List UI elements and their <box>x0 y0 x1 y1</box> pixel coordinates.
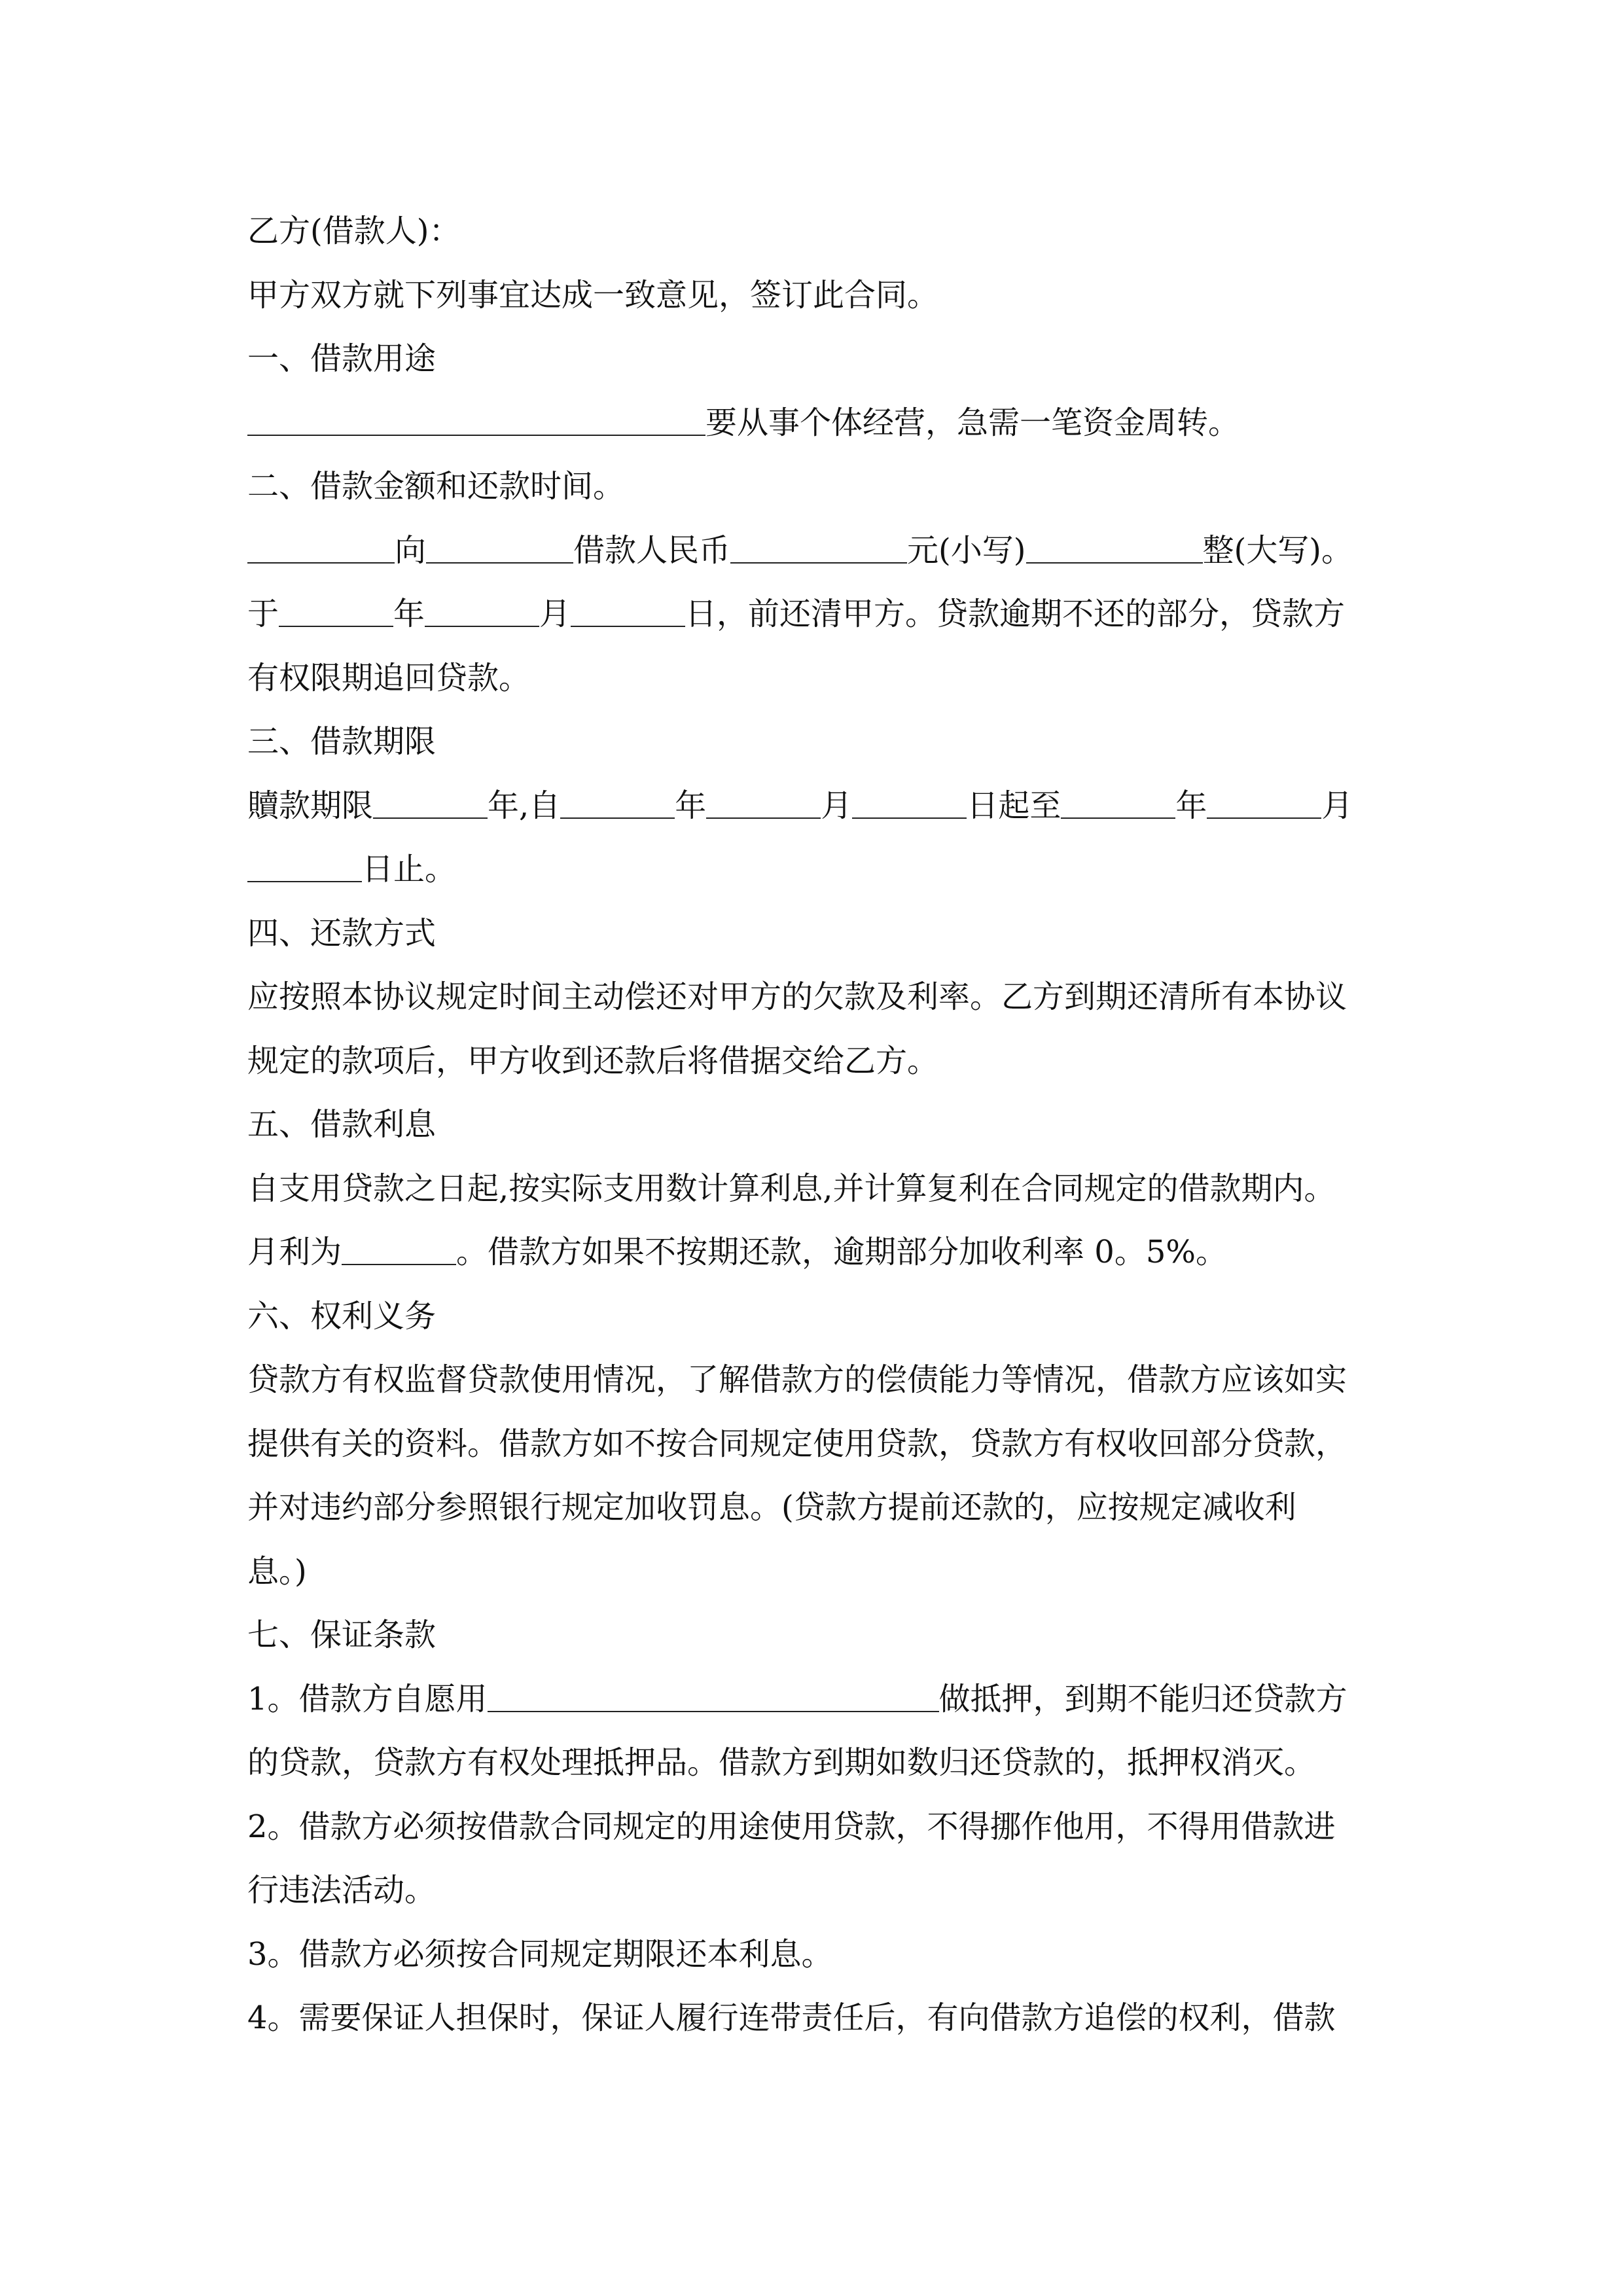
start-month-blank[interactable] <box>706 781 821 819</box>
section-4-title: 四、还款方式 <box>247 914 437 952</box>
section-1-line: 要从事个体经营，急需一笔资金周转。 <box>247 391 1419 456</box>
section-3-title: 三、借款期限 <box>247 723 437 760</box>
section-5-line-1: 自支用贷款之日起,按实际支用数计算利息,并计算复利在合同规定的借款期内。 <box>247 1170 1336 1207</box>
contract-body <box>247 200 1419 2051</box>
lender-blank[interactable] <box>247 526 395 564</box>
section-6-title: 六、权利义务 <box>247 1297 437 1335</box>
end-year-blank[interactable] <box>1061 781 1175 819</box>
section-1-title: 一、借款用途 <box>247 340 437 377</box>
clause-7-3-line: 3。借款方必须按合同规定期限还本利息。 <box>247 1935 833 1973</box>
party-b-line <box>247 200 1419 264</box>
collateral-blank[interactable] <box>488 1674 939 1712</box>
section-2-line-2: 于 年 月 日，前还清甲方。贷款逾期不还的部分，贷款方 <box>247 583 1419 647</box>
section-3-line-2: 日止。 <box>247 838 1419 902</box>
section-6-line-3: 并对违约部分参照银行规定加收罚息。(贷款方提前还款的，应按规定减收利 <box>247 1489 1296 1526</box>
amount-words-blank[interactable] <box>1026 526 1203 564</box>
section-4-line-2: 规定的款项后，甲方收到还款后将借据交给乙方。 <box>247 1042 939 1079</box>
party-b-label: 乙方(借款人)： <box>247 213 461 249</box>
section-2-title: 二、借款金额和还款时间。 <box>247 468 625 505</box>
purpose-blank[interactable] <box>247 398 705 436</box>
amount-figures-blank[interactable] <box>730 526 907 564</box>
intro-text: 甲方双方就下列事宜达成一致意见，签订此合同。 <box>247 276 939 314</box>
term-years-blank[interactable] <box>373 781 488 819</box>
section-6-line-1: 贷款方有权监督贷款使用情况，了解借款方的偿债能力等情况，借款方应该如实 <box>247 1361 1347 1398</box>
clause-7-2-line-1: 2。借款方必须按借款合同规定的用途使用贷款，不得挪作他用，不得用借款进 <box>247 1808 1336 1845</box>
section-7-title: 七、保证条款 <box>247 1617 437 1653</box>
clause-7-2-line-2: 行违法活动。 <box>247 1872 437 1909</box>
repay-month-blank[interactable] <box>425 589 539 627</box>
end-month-blank[interactable] <box>1207 781 1321 819</box>
section-6-line-2: 提供有关的资料。借款方如不按合同规定使用贷款，贷款方有权收回部分贷款， <box>247 1425 1347 1462</box>
start-year-blank[interactable] <box>560 781 675 819</box>
section-2-line-1: 向 借款人民币 元(小写) 整(大写)。 <box>247 519 1419 583</box>
section-5-line-2: 月利为 。借款方如果不按期还款，逾期部分加收利率 0。5%。 <box>247 1221 1419 1285</box>
borrower-blank[interactable] <box>426 526 573 564</box>
clause-7-4-line: 4。需要保证人担保时，保证人履行连带责任后，有向借款方追偿的权利，借款 <box>247 2000 1336 2036</box>
clause-7-1-line-2: 的贷款，贷款方有权处理抵押品。借款方到期如数归还贷款的，抵押权消灭。 <box>247 1744 1316 1781</box>
repay-day-blank[interactable] <box>571 589 685 627</box>
repay-year-blank[interactable] <box>279 589 393 627</box>
end-day-blank[interactable] <box>247 844 362 882</box>
intro-line <box>247 264 1419 328</box>
clause-7-1-line-1: 1。借款方自愿用 做抵押，到期不能归还贷款方 <box>247 1668 1419 1732</box>
section-5-title: 五、借款利息 <box>247 1106 437 1143</box>
section-6-line-4: 息。) <box>247 1552 307 1590</box>
start-day-blank[interactable] <box>852 781 967 819</box>
monthly-rate-blank[interactable] <box>342 1227 456 1265</box>
section-2-line-3: 有权限期追回贷款。 <box>247 659 531 696</box>
section-4-line-1: 应按照本协议规定时间主动偿还对甲方的欠款及利率。乙方到期还清所有本协议 <box>247 978 1347 1015</box>
section-3-line-1: 贖款期限 年,自 年 月 日起至 年 月 <box>247 774 1419 838</box>
